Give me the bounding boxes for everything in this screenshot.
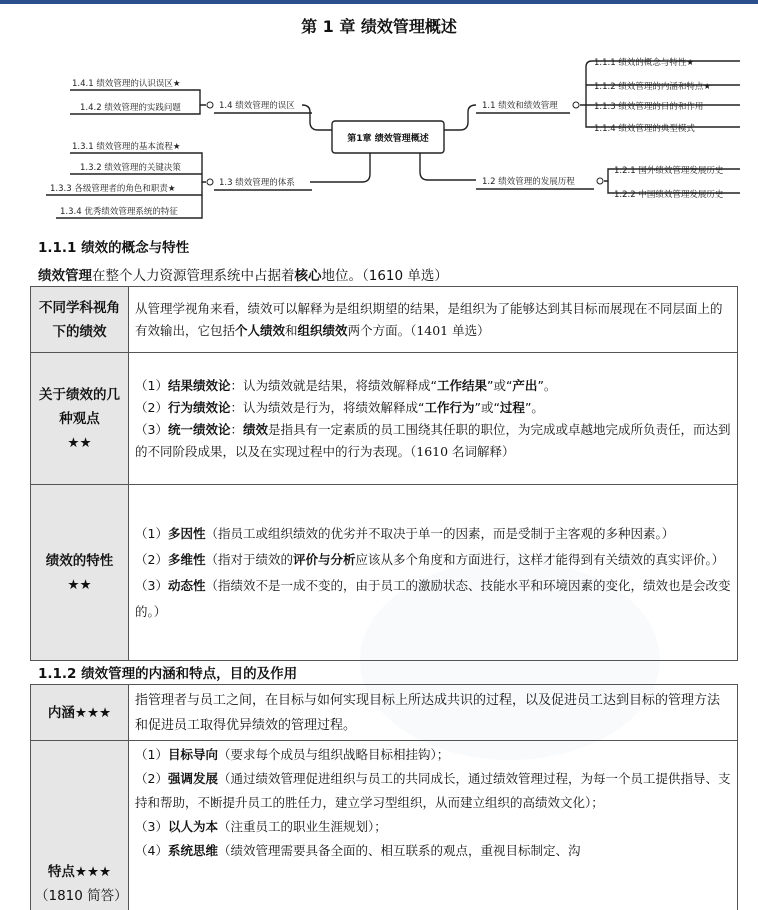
row-header: 内涵★★★: [31, 685, 129, 741]
intro-text: 地位。（1610 单选）: [321, 268, 448, 284]
table-row: [31, 485, 738, 661]
mindmap-node-1-3: 1.3 绩效管理的体系: [219, 178, 295, 188]
row-header-stars: ★★: [67, 434, 92, 451]
row-header-text: 关于绩效的几种观点: [39, 386, 120, 427]
mindmap-leaf: 1.1.2 绩效管理的内涵和特点★: [594, 82, 711, 92]
row-header: 不同学科视角下的绩效: [31, 287, 129, 353]
row-body: [129, 353, 738, 485]
item-number: （1）: [135, 377, 168, 393]
item-number: （2）: [135, 551, 168, 567]
mindmap-node-1-4: 1.4 绩效管理的误区: [219, 101, 295, 111]
item-text: 应该从多个角度和方面进行，这样才能得到有关绩效的真实评价。）: [355, 551, 725, 567]
item-text: （指绩效不是一成不变的，由于员工的激励状态、技能水平和环境因素的变化，绩效也是会改变的。）: [135, 577, 731, 619]
item-bold: 强调发展: [167, 771, 218, 786]
mindmap-leaf: 1.4.2 绩效管理的实践问题: [80, 103, 181, 113]
item-bold: 评价与分析: [292, 551, 356, 567]
item-text: （指员工或组织绩效的优劣并不取决于单一的因素，而是受制于主客观的多种因素。）: [205, 525, 675, 541]
list-item: [135, 839, 731, 863]
list-item: [135, 815, 731, 839]
item-text: ”或“: [486, 377, 513, 393]
list-item: [135, 419, 731, 463]
row-header-text: 特点★★★: [47, 864, 112, 880]
mindmap-leaf: 1.1.4 绩效管理的典型模式: [594, 124, 695, 134]
table-row: [31, 685, 738, 741]
item-bold: 目标导向: [167, 747, 218, 762]
item-number: （2）: [135, 399, 168, 415]
item-bold: 绩效: [242, 421, 268, 437]
item-number: （1）: [135, 525, 168, 541]
item-text: （指对于绩效的: [205, 551, 293, 567]
list-item: [135, 573, 731, 625]
list-item: [135, 375, 731, 397]
body-bold: 个人绩效: [235, 322, 286, 338]
row-body: 指管理者与员工之间，在目标与如何实现目标上所达成共识的过程，以及促进员工达到目标的管理方法和促进员工取得优异绩效的管理过程。: [129, 685, 738, 741]
mindmap-leaf: 1.3.2 绩效管理的关键决策: [80, 163, 181, 173]
table-row: [31, 741, 738, 910]
item-text: （要求每个成员与组织战略目标相挂钩）；: [217, 747, 450, 762]
item-bold: 工作结果: [436, 377, 487, 393]
row-body: [129, 287, 738, 353]
list-item: [135, 521, 731, 547]
table-row: [31, 287, 738, 353]
row-header-note: （1810 简答）: [35, 888, 128, 904]
list-item: [135, 397, 731, 419]
item-number: （3）: [135, 577, 168, 593]
item-text: ”。: [524, 399, 544, 415]
item-text: ”或“: [474, 399, 500, 415]
item-text: （绩效管理需要具备全面的、相互联系的观点，重视目标制定、沟: [217, 843, 581, 858]
mindmap-center: 第1章 绩效管理概述: [347, 134, 429, 144]
item-number: （2）: [135, 771, 168, 786]
management-table: [30, 684, 738, 910]
mindmap-leaf: 1.1.1 绩效的概念与特性★: [594, 58, 694, 68]
top-rule: [0, 0, 758, 4]
item-number: （3）: [135, 819, 168, 834]
item-bold: 动态性: [167, 577, 206, 593]
item-text: ：认为绩效就是结果，将绩效解释成“: [230, 377, 437, 393]
mindmap-node-1-2: 1.2 绩效管理的发展历程: [482, 177, 575, 187]
list-item: [135, 547, 731, 573]
mindmap-leaf: 1.2.2 中国绩效管理发展历史: [614, 190, 724, 200]
chapter-title: 第 1 章 绩效管理概述: [301, 17, 457, 36]
item-text: （通过绩效管理促进组织与员工的共同成长，通过绩效管理过程，为每一个员工提供指导、支持和帮助，不断提升员工的胜任力，建立学习型组织，从而建立组织的高绩效文化）；: [135, 771, 731, 810]
body-text: 从管理学视角来看，绩效可以解释为是组织期望的结果，是组织为了能够达到其目标而展现在不同层面上的有效输出，它包括: [135, 300, 723, 338]
mindmap-leaf: 1.3.3 各级管理者的角色和职责★: [50, 184, 176, 194]
item-text: （注重员工的职业生涯规划）；: [217, 819, 387, 834]
item-bold: 系统思维: [167, 843, 218, 858]
row-header-stars: ★★: [67, 576, 92, 593]
row-body: [129, 741, 738, 910]
intro-text: 在整个人力资源管理系统中占据着: [92, 268, 295, 284]
intro-bold: 核心: [294, 268, 322, 284]
row-header-text: 绩效的特性: [45, 552, 114, 569]
item-bold: 以人为本: [167, 819, 218, 834]
row-body: [129, 485, 738, 661]
row-header: [31, 741, 129, 910]
mindmap-leaf: 1.2.1 国外绩效管理发展历史: [614, 166, 724, 176]
item-text: ”。: [537, 377, 557, 393]
section-heading: 1.1.2 绩效管理的内涵和特点，目的及作用: [38, 666, 298, 682]
mindmap-leaf: 1.3.4 优秀绩效管理系统的特征: [60, 207, 178, 217]
section-heading: 1.1.1 绩效的概念与特性: [38, 240, 190, 256]
row-header: [31, 353, 129, 485]
item-bold: 工作行为: [424, 399, 475, 415]
body-bold: 组织绩效: [297, 322, 348, 338]
item-text: ：认为绩效是行为，将绩效解释成“: [230, 399, 425, 415]
item-bold: 结果绩效论: [167, 377, 231, 393]
mindmap: [0, 48, 758, 230]
table-row: [31, 353, 738, 485]
item-bold: 统一绩效论: [167, 421, 231, 437]
item-bold: 产出: [512, 377, 538, 393]
intro-line: [38, 264, 448, 284]
item-text: 是指具有一定素质的员工围绕其任职的职位，为完成或卓越地完成所负责任，而达到的不同阶段成果，以及在实现过程中的行为表现。（1610 名词解释）: [135, 421, 731, 459]
body-text: 两个方面。（1401 单选）: [347, 322, 490, 338]
item-number: （3）: [135, 421, 168, 437]
mindmap-leaf: 1.4.1 绩效管理的认识误区★: [72, 79, 181, 89]
item-bold: 行为绩效论: [167, 399, 231, 415]
item-number: （4）: [135, 843, 168, 858]
mindmap-leaf: 1.1.3 绩效管理的目的和作用: [594, 102, 704, 112]
intro-bold: 绩效管理: [38, 268, 92, 284]
row-header: [31, 485, 129, 661]
item-bold: 过程: [499, 399, 525, 415]
item-bold: 多因性: [167, 525, 206, 541]
list-item: [135, 767, 731, 815]
item-text: ：: [230, 421, 243, 437]
mindmap-leaf: 1.3.1 绩效管理的基本流程★: [72, 142, 181, 152]
mindmap-node-1-1: 1.1 绩效和绩效管理: [482, 101, 558, 111]
item-bold: 多维性: [167, 551, 206, 567]
performance-table: [30, 286, 738, 661]
list-item: [135, 743, 731, 767]
item-number: （1）: [135, 747, 168, 762]
body-text: 和: [285, 322, 298, 338]
